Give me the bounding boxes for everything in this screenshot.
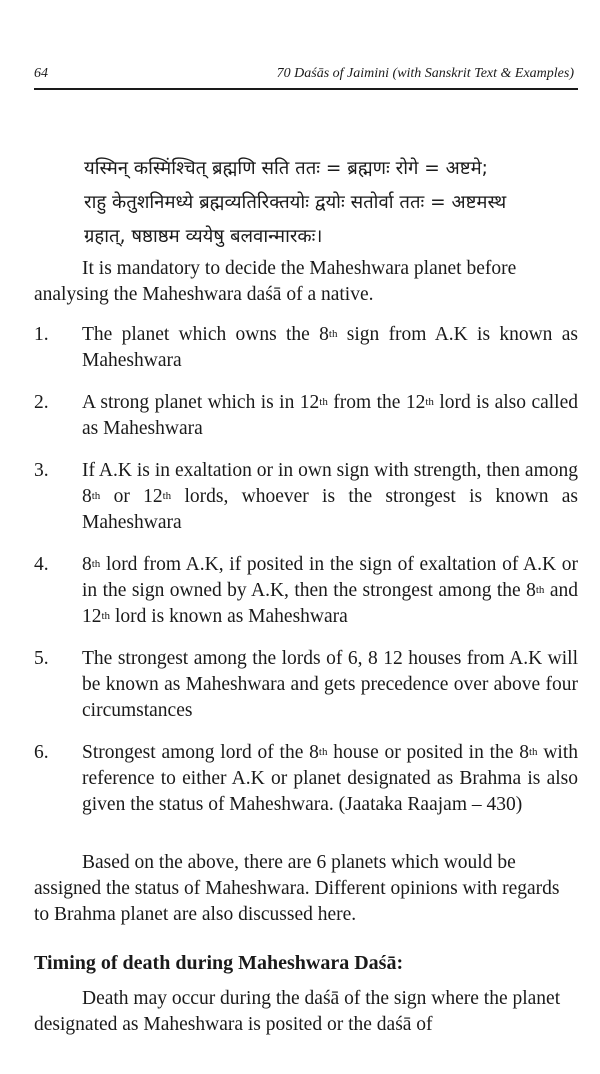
maheshwara-rules-list: [34, 322, 578, 818]
list-item: [34, 552, 578, 630]
summary-text: Based on the above, there are 6 planets which would be assigned the status of Maheshwara. Different opinions with regards to Brahma planet are also discussed here.: [34, 852, 560, 925]
intro-text: It is mandatory to decide the Maheshwara planet before analysing the Maheshwara daśā of a native.: [34, 258, 517, 305]
list-text: If A.K is in exaltation or in own sign with strength, then among 8th or 12th lords, whoever is the strongest is known as Maheshwara: [82, 460, 578, 533]
closing-text: Death may occur during the daśā of the sign where the planet designated as Maheshwara is posited or the daśā of: [34, 988, 561, 1035]
list-text: Strongest among lord of the 8th house or posited in the 8th with reference to either A.K or planet designated as Brahma is also given the status of Maheshwara. (Jaataka Raajam – 430): [82, 742, 579, 815]
list-item: [34, 740, 578, 818]
page-number: 64: [34, 66, 48, 81]
header-rule: [34, 88, 578, 90]
sanskrit-line: यस्मिन् कस्मिंश्चित् ब्रह्मणि सति ततः = ब्रह्मणः रोगे = अष्टमे;: [84, 158, 488, 179]
running-title: 70 Daśās of Jaimini (with Sanskrit Text & Examples): [276, 66, 574, 81]
list-item: [34, 646, 578, 724]
list-number: 3.: [34, 460, 49, 481]
list-text: A strong planet which is in 12th from the 12th lord is also called as Maheshwara: [82, 392, 578, 439]
list-number: 4.: [34, 554, 49, 575]
list-number: 5.: [34, 648, 49, 669]
list-item: [34, 322, 578, 374]
section-heading: Timing of death during Maheshwara Daśā:: [34, 952, 404, 974]
closing-paragraph: [34, 986, 578, 1038]
list-text: The strongest among the lords of 6, 8 12 houses from A.K will be known as Maheshwara and gets precedence over above four circumstances: [82, 648, 578, 721]
list-item: [34, 458, 578, 536]
list-item: [34, 390, 578, 442]
list-number: 1.: [34, 324, 49, 345]
running-header: [34, 62, 576, 86]
summary-paragraph: [34, 850, 578, 928]
list-number: 2.: [34, 392, 49, 413]
sanskrit-line: राहु केतुशनिमध्ये ब्रह्मव्यतिरिक्तयोः द्वयोः सतोर्वा ततः = अष्टमस्थ: [84, 192, 507, 213]
sanskrit-verse: [84, 152, 580, 254]
list-text: The planet which owns the 8th sign from A.K is known as Maheshwara: [82, 324, 578, 371]
sanskrit-line: ग्रहात्, षष्ठाष्ठम व्ययेषु बलवान्मारकः।: [84, 226, 323, 247]
intro-paragraph: [34, 256, 578, 308]
list-number: 6.: [34, 742, 49, 763]
list-text: 8th lord from A.K, if posited in the sign of exaltation of A.K or in the sign owned by A.K, then the strongest among the 8th and 12th lord is known as Maheshwara: [82, 554, 578, 627]
